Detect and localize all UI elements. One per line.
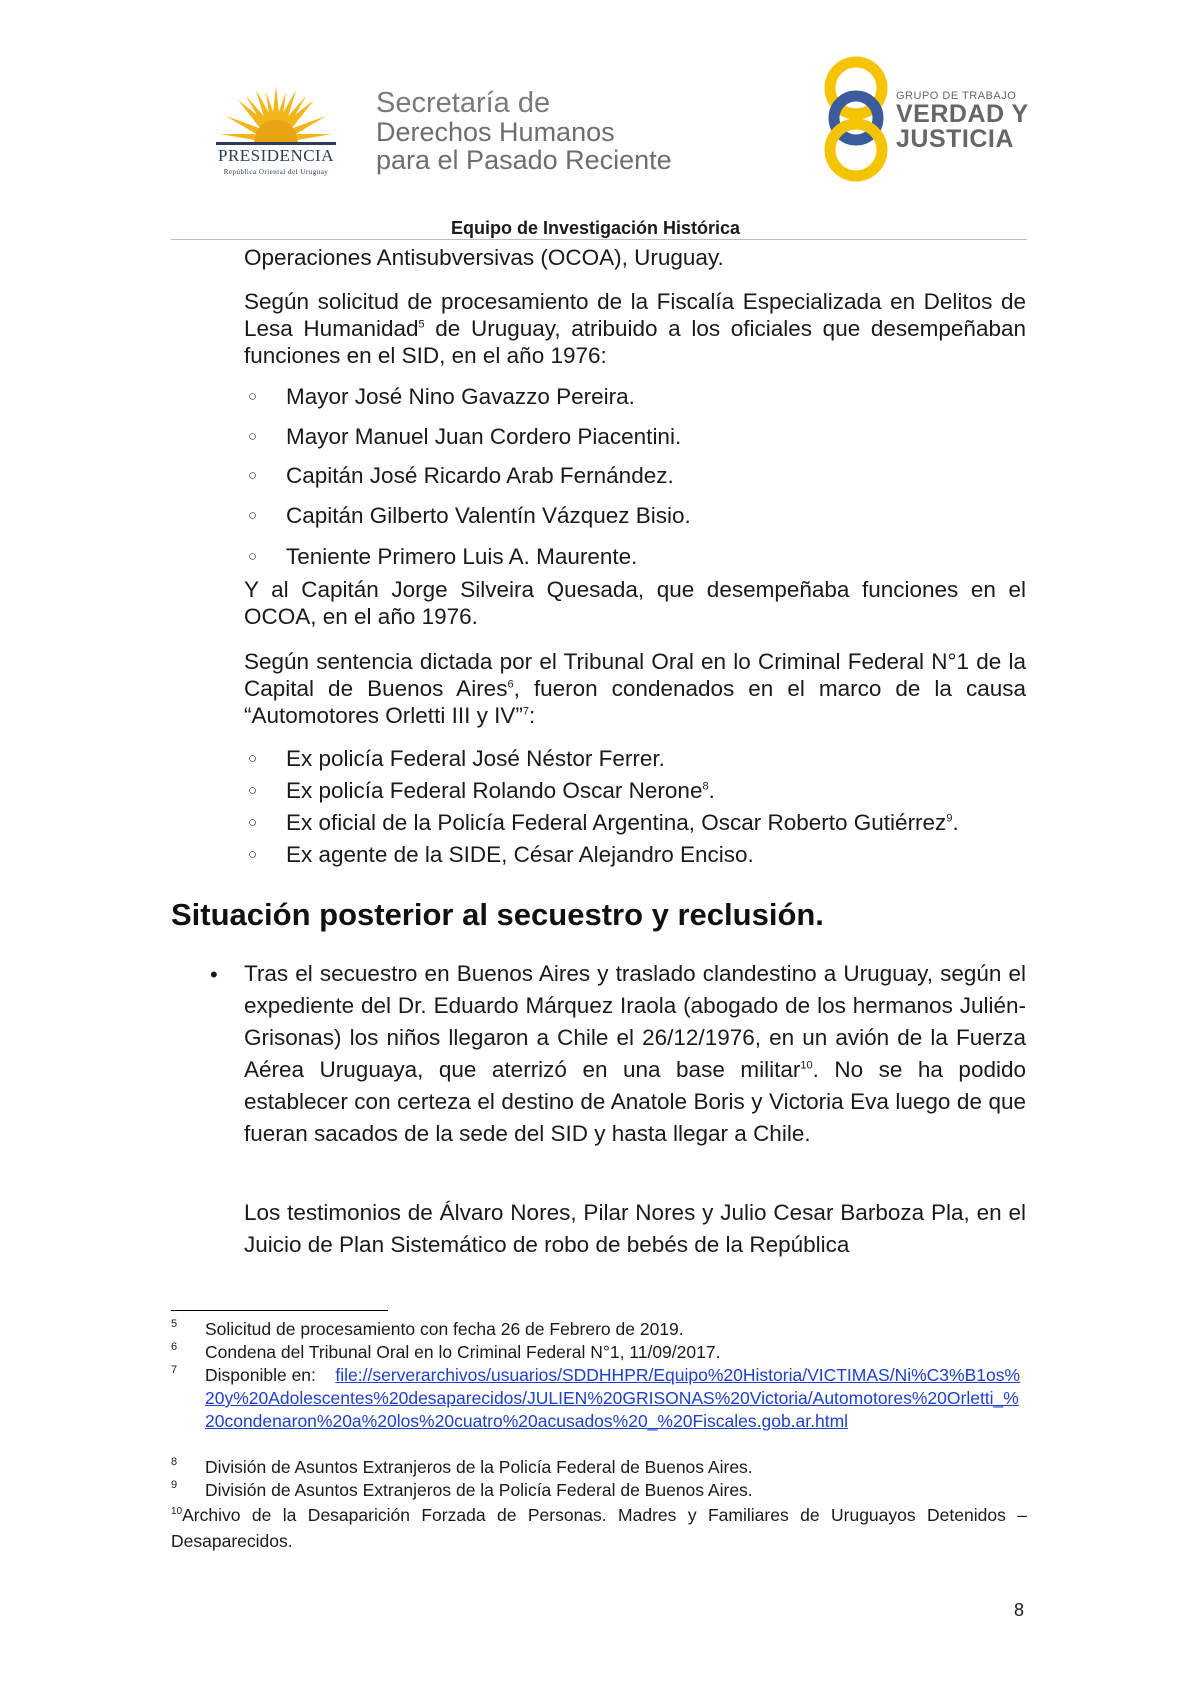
footnote-10-text: Archivo de la Desaparición Forzada de Personas. Madres y Familiares de Uruguayos Detenidos – Desaparecidos.: [171, 1505, 1027, 1551]
footnote-9: División de Asuntos Extranjeros de la Policía Federal de Buenos Aires.: [205, 1480, 753, 1500]
list-item: [286, 777, 715, 804]
footnote-number: 7: [171, 1364, 178, 1376]
list-item: Ex agente de la SIDE, César Alejandro Enciso.: [286, 842, 754, 867]
interlocked-rings-icon: [820, 54, 892, 184]
list-bullet: ○: [248, 507, 258, 524]
paragraph-ocoa: Operaciones Antisubversivas (OCOA), Uruguay.: [244, 245, 724, 270]
paragraph-text: . No se ha podido establecer con certeza el destino de Anatole Boris y Victoria Eva luego de que fueran sacados de la sede del SID y hasta llegar a Chile.: [244, 1057, 1027, 1146]
list-bullet: ○: [248, 388, 258, 405]
gtvj-line-2: VERDAD Y: [896, 100, 1029, 128]
footnote-5: Solicitud de procesamiento con fecha 26 de Febrero de 2019.: [205, 1319, 684, 1339]
footnote-7-prefix: Disponible en:: [205, 1365, 316, 1385]
footnote-ref-9[interactable]: 9: [946, 812, 953, 825]
list-item-end: .: [708, 778, 715, 803]
list-item: Capitán Gilberto Valentín Vázquez Bisio.: [286, 503, 691, 528]
footnote-ref-7[interactable]: 7: [522, 705, 529, 718]
header-divider: [171, 239, 1027, 240]
list-bullet: ○: [248, 814, 258, 831]
list-item-text: Ex policía Federal Rolando Oscar Nerone: [286, 778, 703, 803]
team-title: Equipo de Investigación Histórica: [450, 218, 741, 238]
gtvj-line-1: GRUPO DE TRABAJO: [896, 90, 1017, 102]
paragraph-text: Tras el secuestro en Buenos Aires y traslado clandestino a Uruguay, según el expediente del Dr. Eduardo Márquez Iraola (abogado de los hermanos Julién-Grisonas) los niños llegaron a Chile el 26/12/1976, en un avión de la Fuerza Aérea Uruguaya, que aterrizó en una base militar: [244, 961, 1026, 1082]
footnote-ref-8[interactable]: 8: [702, 780, 709, 793]
list-item: [286, 809, 959, 836]
footnote-ref-6[interactable]: 6: [507, 678, 514, 691]
footnote-number: 10: [171, 1506, 183, 1518]
paragraph-text: Según sentencia dictada por el Tribunal Oral en lo Criminal Federal N°1 de la Capital de Buenos Aires: [244, 649, 1026, 701]
footnote-8: División de Asuntos Extranjeros de la Policía Federal de Buenos Aires.: [205, 1457, 753, 1477]
footnote-number: 5: [171, 1318, 178, 1330]
footnote-number: 6: [171, 1341, 178, 1353]
list-item: Ex policía Federal José Néstor Ferrer.: [286, 746, 665, 771]
paragraph-text: de Uruguay, atribuido a los oficiales que desempeñaban funciones en el SID, en el año 1976:: [244, 316, 1026, 368]
footnote-divider: [171, 1310, 388, 1311]
section-heading: Situación posterior al secuestro y reclusión.: [171, 897, 824, 932]
list-item: Mayor Manuel Juan Cordero Piacentini.: [286, 424, 682, 449]
paragraph-text: , fueron condenados en el marco de la causa “Automotores Orletti III y IV”: [244, 676, 1026, 728]
footnote-7: [205, 1364, 1027, 1433]
bullet-marker: •: [210, 962, 218, 987]
gtvj-line-3: JUSTICIA: [896, 125, 1014, 153]
presidencia-label: PRESIDENCIA: [217, 146, 334, 165]
paragraph-text: :: [528, 703, 536, 728]
secretaria-line-3: para el Pasado Reciente: [376, 145, 672, 175]
paragraph-testimonios: Los testimonios de Álvaro Nores, Pilar Nores y Julio Cesar Barboza Pla, en el Juicio de Plan Sistemático de robo de bebés de la República: [244, 1200, 1026, 1257]
footnote-ref-10[interactable]: 10: [800, 1059, 813, 1072]
list-item: Mayor José Nino Gavazzo Pereira.: [286, 384, 635, 409]
paragraph-sentencia: [244, 648, 1026, 729]
list-item: Capitán José Ricardo Arab Fernández.: [286, 463, 674, 488]
footnote-number: 9: [171, 1479, 178, 1491]
list-bullet: ○: [248, 750, 258, 767]
paragraph-silveira: Y al Capitán Jorge Silveira Quesada, que desempeñaba funciones en el OCOA, en el año 1976.: [244, 577, 1026, 629]
list-bullet: ○: [248, 428, 258, 445]
list-item-end: .: [952, 810, 959, 835]
footnote-10: [171, 1502, 1027, 1554]
list-bullet: ○: [248, 467, 258, 484]
footnote-number: 8: [171, 1456, 178, 1468]
footnote-ref-5[interactable]: 5: [418, 318, 425, 331]
secretaria-line-1: Secretaría de: [376, 87, 551, 119]
secretaria-title: [376, 88, 756, 174]
list-bullet: ○: [248, 548, 258, 565]
list-item-text: Ex oficial de la Policía Federal Argentina, Oscar Roberto Gutiérrez: [286, 810, 947, 835]
list-item: Teniente Primero Luis A. Maurente.: [286, 544, 638, 569]
footnote-7-link[interactable]: file://serverarchivos/usuarios/SDDHHPR/Equipo%20Historia/VICTIMAS/Ni%C3%B1os%20y%20Adolescentes%20desaparecidos/JULIEN%20GRISONAS%20Victoria/Automotores%20Orletti_%20condenaron%20a%20los%20cuatro%20acusados%20_%20Fiscales.gob.ar.html: [205, 1365, 1021, 1431]
paragraph-traslado: [244, 958, 1026, 1150]
footnote-6: Condena del Tribunal Oral en lo Criminal Federal N°1, 11/09/2017.: [205, 1342, 721, 1362]
sun-emblem-icon: [196, 80, 356, 150]
page-number: 8: [1014, 1600, 1025, 1620]
presidencia-logo: [196, 80, 356, 180]
list-bullet: ○: [248, 846, 258, 863]
verdad-justicia-logo: [820, 54, 1060, 184]
presidencia-sublabel: República Oriental del Uruguay: [223, 168, 329, 176]
secretaria-line-2: Derechos Humanos: [376, 117, 615, 147]
list-bullet: ○: [248, 782, 258, 799]
paragraph-procesamiento: [244, 288, 1026, 369]
paragraph-text: Según solicitud de procesamiento de la Fiscalía Especializada en Delitos de Lesa Humanidad: [244, 289, 1026, 341]
